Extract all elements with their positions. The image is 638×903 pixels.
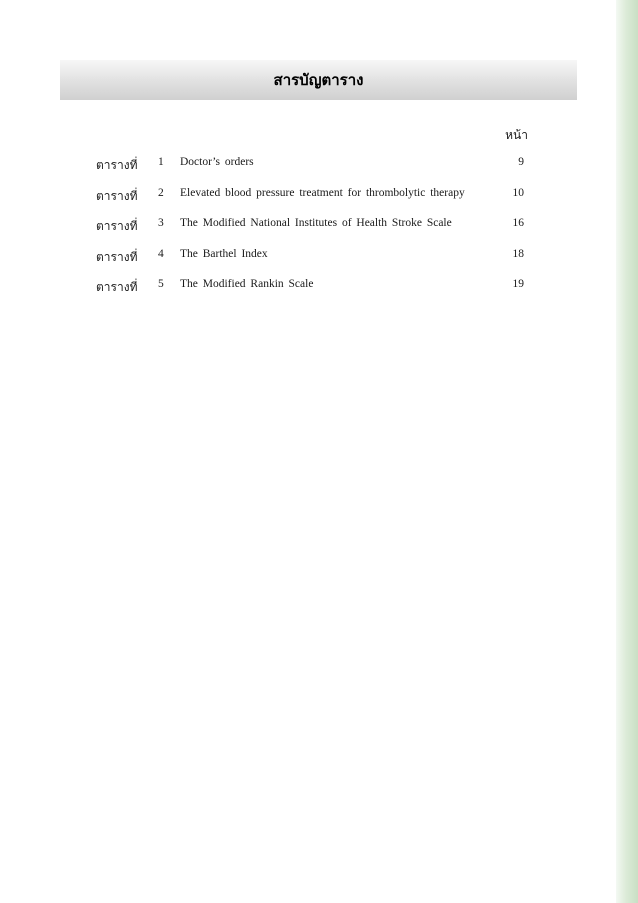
- entry-title: Doctor’s orders: [180, 156, 254, 168]
- toc-entry[interactable]: [0, 211, 638, 242]
- entry-prefix: ตารางที่: [96, 219, 138, 233]
- page-title: สารบัญตาราง: [273, 71, 364, 89]
- entry-title: The Barthel Index: [180, 247, 268, 260]
- entry-prefix: ตารางที่: [96, 188, 138, 203]
- table-of-contents: [0, 150, 638, 303]
- entry-number: 5: [158, 278, 164, 290]
- toc-entry[interactable]: [0, 181, 638, 212]
- entry-page-number: 16: [512, 217, 524, 229]
- entry-number: 2: [158, 186, 164, 199]
- entry-page-number: 18: [512, 247, 524, 260]
- entry-prefix: ตารางที่: [96, 249, 138, 264]
- entry-prefix: ตารางที่: [96, 158, 138, 172]
- title-banner: [60, 60, 577, 100]
- entry-title: The Modified Rankin Scale: [180, 278, 314, 290]
- entry-page-number: 9: [518, 156, 524, 168]
- entry-page-number: 10: [512, 186, 524, 199]
- entry-number: 3: [158, 217, 164, 229]
- entry-number: 4: [158, 247, 164, 260]
- page-column-label: หน้า: [505, 128, 528, 142]
- entry-title: The Modified National Institutes of Health Stroke Scale: [180, 217, 452, 229]
- entry-number: 1: [158, 156, 164, 168]
- side-decor-stripe: [616, 0, 638, 903]
- entry-title: Elevated blood pressure treatment for thrombolytic therapy: [180, 186, 465, 199]
- entry-page-number: 19: [512, 278, 524, 290]
- toc-entry[interactable]: [0, 272, 638, 303]
- toc-entry[interactable]: [0, 242, 638, 273]
- toc-entry[interactable]: [0, 150, 638, 181]
- entry-prefix: ตารางที่: [96, 280, 138, 294]
